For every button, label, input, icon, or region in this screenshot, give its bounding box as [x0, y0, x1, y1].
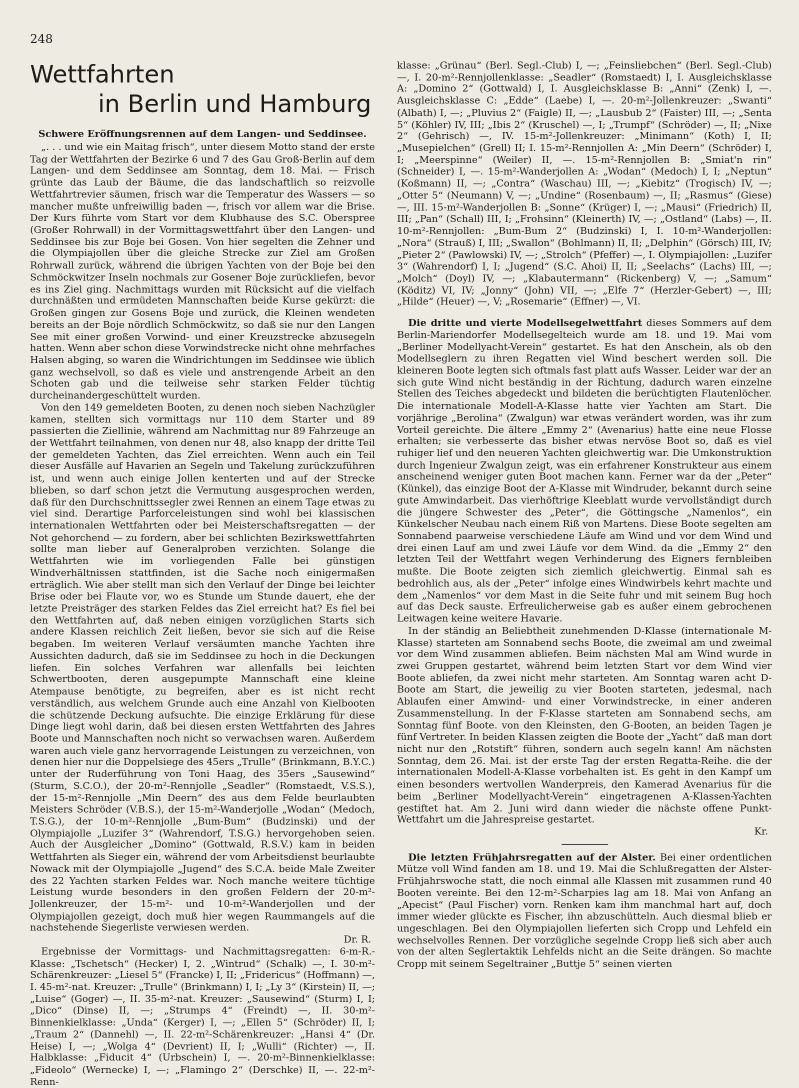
article-2-signature: Kr. [754, 826, 769, 838]
left-column [30, 60, 376, 1088]
headline-line-1: Wettfahrten [30, 60, 175, 89]
article-2-lead: Die dritte und vierte Modellsegelwettfahrt [408, 317, 643, 329]
headline [30, 60, 375, 120]
headline-line-2: in Berlin und Hamburg [97, 90, 372, 119]
section-divider [561, 844, 608, 845]
right-column [397, 60, 772, 1060]
article-1-results-continued: klasse: „Grünau“ (Berl. Segl.-Club) I, —; „Feinsliebchen“ (Berl. Segl.-Club) —, I. 20-m²-Rennjollenklasse: „Seadler“ (Romstaedt) I, I. Ausgleichsklasse A: „Domino 2“ (Gottwald) I, I. Ausgleichsklasse B: „Anni“ (Zenk) I, —. Ausgleichsklasse C: „Edde“ (Laebe) I, —. 20-m²-Jollenkreuzer: „Swanti“ (Albath) I, —; „Pluvius 2“ (Faigle) II, —; „Lausbub 2“ (Faister) III, —; „Senta 5“ (Köhler) IV, III; „Ibis 2“ (Kruschel) —, I; „Trumpf“ (Schröder) —, II; „Nixe 2“ (Gehrisch) —, IV. 15-m²-Jollenkreuzer: „Minimann“ (Koth) I, II; „Musepielchen“ (Grell) II; I. 15-m²-Rennjollen A: „Min Deern“ (Schröder) I, I; „Meerspinne“ (Weiler) II, —. 15-m²-Rennjollen B: „Smiat'n rin“ (Schneider) I, —. 15-m²-Wanderjollen A: „Wodan“ (Medoch) I, I; „Neptun“ (Koßmann) II, —; „Contra“ (Waschau) III, —; „Kiebitz“ (Trogisch) IV, —; „Otter 5“ (Neumann) V, —; „Undine“ (Rosenbaum) —, II; „Rasmus“ (Giese) —, III. 15-m²-Wanderjollen B: „Sonne“ (Krüger) I, —; „Mausi“ (Friedrich) II, III; „Pan“ (Schall) III, I; „Frohsinn“ (Kleinerth) IV, —; „Ostland“ (Labs) —, II. 10-m²-Rennjollen: „Bum-Bum 2“ (Budzinski) I, I. 10-m²-Wanderjollen: „Nora“ (Strauß) I, III; „Swallon“ (Bohlmann) II, II; „Delphin“ (Görsch) III, IV; „Pieter 2“ (Pawlowski) IV, —; „Strolch“ (Pfeffer) —, I. Olympiajollen: „Luzifer 3“ (Wahrendorf) I, I; „Jugend“ (S.C. Ahoi) II, II; „Seelachs“ (Lachs) III, —; „Molch“ (Doyl) IV, —; „Klabautermann“ (Rickenberg) V, —; „Samum“ (Köditz) VI, IV; „Jonny“ (John) VII, —; „Elfe 7“ (Herzler-Gebert) —, III; „Hilde“ (Heuer) —, V; „Rosemarie“ (Effner) —, VI. [397, 60, 772, 308]
article-2-paragraph-1 [397, 318, 772, 626]
article-1-subhead: Schwere Eröffnungsrennen auf dem Langen- und Seddinsee. [38, 128, 367, 140]
article-1-paragraph-1: „. . . und wie ein Maitag frisch“, unter diesem Motto stand der erste Tag der Wettfahrten der Bezirke 6 und 7 des Gau Groß-Berlin auf dem Langen- und dem Seddinsee am Sonntag, dem 18. Mai. — Frisch grünte das Laub der Bäume, die das landschaftlich so reizvolle Wettfahrtrevier säumen, frisch war die Temperatur des Wassers — so mancher mußte unfreiwillig baden —, frisch vor allem war die Brise. Der Kurs führte vom Start vor dem Klubhause des S.C. Oberspree (Großer Rohrwall) in der Vormittagswettfahrt über den Langen- und Seddinsee bis zur Boje bei Gosen. Von hier segelten die Zehner und die Olympiajollen über die gleiche Strecke zur Ziel am Großen Rohrwall zurück, während die übrigen Yachten von der Boje bei den Schmöckwitzer Inseln nochmals zur Gosener Boje zurückliefen, bevor es ins Ziel ging. Nachmittags wurden mit Rücksicht auf die vielfach durchnäßten und ermüdeten Mannschaften beide Kurse gekürzt: die Großen gingen zur Gosens Boje und zurück, die Kleinen wendeten bereits an der Boje nördlich Schmöckwitz, so daß sie nur den Langen See mit einer großen Vorwind- und einer Kreuzstrecke abzusegeln hatten. Wenn aber schon diese Vorwindstrecke nicht ohne mehrfaches Halsen abging, so waren die Windrichtungen im Seddinsee wie üblich ganz wechselvoll, so daß es viele und anstrengende Arbeit an den Schoten gab und die teilweise sehr starken Felder tüchtig durcheinandergeschüttelt wurden. [30, 141, 376, 402]
article-1-paragraph-2: Von den 149 gemeldeten Booten, zu denen noch sieben Nachzügler kamen, stellten sich vormittags nur 110 dem Starter und 89 passierten die Ziellinie, während am Nachmittag nur 89 Fahrzeuge an der Wettfahrt teilnahmen, von denen nur 48, also knapp der dritte Teil der gemeldeten Yachten, das Ziel erreichten. Wenn auch ein Teil dieser Ausfälle auf Havarien an Segeln und Takelung zurückzuführen ist, und wenn auch einige Jollen kenterten und auf der Strecke blieben, so darf schon jetzt die Vermutung ausgesprochen werden, daß für den Durchschnittssegler zwei Rennen an einem Tage etwas zu viel sind. Derartige Parforceleistungen sind wohl bei klassischen internationalen Wettfahrten oder bei Meisterschaftsregatten — der Not gehorchend — zu fordern, aber bei schlichten Bezirkswettfahrten sollte man lieber auf Generalproben verzichten. Solange die Wettfahrten wie im vorliegenden Falle bei günstigen Windverhältnissen stattfinden, ist die Sache noch einigermaßen erträglich. Wie aber stellt man sich den Verlauf der Dinge bei leichter Brise oder bei Flaute vor, wo es Stunde um Stunde dauert, ehe der letzte Preisträger des starken Feldes das Ziel erreicht hat? Es fiel bei den Wettfahrten auf, daß neben einigen vorzüglichen Starts sich andere Klassen reichlich Zeit ließen, bevor sie sich auf die Reise begaben. Im weiteren Verlauf versäumten manche Yachten ihre Aussichten dadurch, daß sie im Seddinsee zu hoch in die Deckungen liefen. Ein solches Verfahren war allenfalls bei leichten Schwertbooten, deren ausgepumpte Mannschaft eine kleine Atempause benötigte, zu begreifen, aber es ist nicht recht verständlich, aus welchem Grunde auch eine Anzahl von Kielbooten die schützende Deckung aufsuchte. Die einzige Erklärung für diese Dinge liegt wohl darin, daß bei diesen ersten Wettfahrten des Jahres Boote und Mannschaften noch nicht so verwachsen waren. Außerdem waren auch viele ganz hervorragende Leistungen zu verzeichnen, von denen hier nur die Doppelsiege des 45ers „Trulle“ (Brinkmann, B.Y.C.) unter der Ruderführung von Toni Haag, des 35ers „Sausewind“ (Sturm, S.C.O.), der 20-m²-Rennjolle „Seadler“ (Romstaedt, V.S.S.), der 15-m²-Rennjolle „Min Deern“ des aus dem Felde beurlaubten Meisters Schröder (V.B.S.), der 15-m²-Wanderjolle „Wodan“ (Medoch, T.S.G.), der 10-m²-Rennjolle „Bum-Bum“ (Budzinski) und der Olympiajolle „Luzifer 3“ (Wahrendorf, T.S.G.) hervorgehoben seien. Auch der Ausgleicher „Domino“ (Gottwald, R.S.V.) kam in beiden Wettfahrten als Sieger ein, während der vom Arbeitsdienst beurlaubte Nowack mit der Olympiajolle „Jugend“ des S.C.A. beide Male Zweiter des 22 Yachten starken Feldes war. Noch manche weitere tüchtige Leistung wurde besonders in den großen Feldern der 20-m²-Jollenkreuzer, der 15-m²- und 10-m²-Wanderjollen und der Olympiajollen gezeigt, doch muß hier wegen Raummangels auf die nachstehende Siegerliste verwiesen werden. [30, 402, 376, 934]
article-2-text-1: dieses Sommers auf dem Berlin-Mariendorfer Modellsegelteich wurde am 18. und 19. Mai vom „Berliner Modellyacht-Verein“ gestartet. Es hat den Anschein, als ob den Modellseglern zu ihren Regatten viel Wind beschert werden soll. Die kleineren Boote legten sich oftmals fast platt aufs Wasser. Leider war der an sich gute Wind nicht beständig in der Richtung, dadurch waren einzelne Stellen des Teiches abgedeckt und bildeten die berüchtigten Flautenlöcher. Die internationale Modell-A-Klasse hatte vier Yachten am Start. Die vorjährige „Berolina“ (Zwalgun) war etwas verändert worden, was ihr zum Vorteil gereichte. Die ältere „Emmy 2“ (Avenarius) hatte eine neue Flosse erhalten; sie verbesserte das bisher etwas nervöse Boot so, daß es viel ruhiger lief und den neueren Yachten gleichwertig war. Die Umkonstruktion durch Ingenieur Zwalgun zeigt, was ein erfahrener Konstrukteur aus einem anscheinend weniger guten Boot machen kann. Ferner war da der „Peter“ (Künkel), das einzige Boot der A-Klasse mit Windruder, bekannt durch seine gute Amwindarbeit. Das vierhöftrige Kleeblatt wurde vervollständigt durch die jüngere Schwester des „Peter“, die Göttingsche „Namenlos“, ein Künkelscher Neubau nach einem Riß von Martens. Diese Boote segelten am Sonnabend paarweise verschiedene Läufe am Wind und vor dem Wind und drei einen Lauf am und zwei Läufe vor dem Wind. da die „Emmy 2“ den letzten Teil der Wettfahrt wegen Verhinderung des Eigners fernbleiben mußte. Die Boote zeigten sich ziemlich gleichwertig. Einmal sah es bedrohlich aus, als der „Peter“ infolge eines Windwirbels kehrt machte und dem „Namenlos“ vor dem Mast in die Seite fuhr und mit seinem Bug hoch auf das Deck sauste. Erfreulicherweise gab es außer einem gebrochenen Leitwagen keine weitere Havarie. [397, 317, 772, 625]
article-3-paragraph-1 [397, 852, 772, 970]
article-1-results: Ergebnisse der Vormittags- und Nachmittagsregatten: 6-m-R.-Klasse: „Tschetsch“ (Hecker) I, 2. „Wintrud“ (Schalk) —, I. 30-m²-Schärenkreuzer: „Liesel 5“ (Francke) I, II; „Fridericus“ (Hoffmann) —, I. 45-m²-nat. Kreuzer: „Trulle“ (Brinkmann) I, I; „Ly 3“ (Kirstein) II, —; „Luise“ (Goger) —, II. 35-m²-nat. Kreuzer: „Sausewind“ (Sturm) I, I; „Dico“ (Dinse) II, —; „Strumps 4“ (Freindt) —, II. 30-m²-Binnenkielklasse: „Unda“ (Kerger) I, —; „Ellen 5“ (Schröder) II, I; „Traum 2“ (Dannehl) —, II. 22-m²-Schärenkreuzer: „Hansi 4“ (Dr. Heise) I, —; „Wolga 4“ (Devrient) II, I; „Wulli“ (Richter) —, II. Halbklasse: „Fiducit 4“ (Urbschein) I, —. 20-m²-Binnenkielklasse: „Fideolo“ (Wernecke) I, —; „Flamingo 2“ (Derschke) II, —. 22-m²-Renn- [30, 946, 376, 1088]
article-3-lead: Die letzten Frühjahrsregatten auf der Alster. [408, 852, 656, 864]
article-3-text-1: Bei einer ordentlichen Mütze voll Wind fanden am 18. und 19. Mai die Schlußregatten der Alster-Frühjahrswoche statt, die noch einmal alle Klassen mit zusammen rund 40 Booten vereinte. Bei den 12-m²-Scharpies lag am 18. Mai von Anfang an „Apecist“ (Paul Fischer) vorn. Renken kam ihm manchmal hart auf, doch immer wieder glückte es Fischer, ihn abzuschütteln. Auch diesmal blieb er ungeschlagen. Bei den Olympiajollen lieferten sich Cropp und Lehfeld ein wechselvolles Rennen. Der vorzügliche segelnde Cropp ließ sich aber auch von der alten Seglertaktik Lehfelds nicht an die Seite drängen. So machte Cropp mit seinem Segeltrainer „Buttje 5“ seinen vierten [397, 852, 772, 970]
page-number: 248 [30, 32, 53, 46]
article-2-paragraph-2: In der ständig an Beliebtheit zunehmenden D-Klasse (internationale M-Klasse) starteten am Sonnabend sechs Boote, die zweimal am und zweimal vor dem Wind zusammen abliefen. Beim nächsten Mal am Wind wurde in zwei Gruppen gestartet, während beim letzten Start vor dem Wind vier Boote abliefen, da zwei nicht mehr starteten. Am Sonntag waren acht D-Boote am Start, die jeweilig zu vier Booten starteten, jedesmal, nach Ablaufen einer Amwind- und einer Vorwindstrecke, in einer anderen Zusammenstellung. In der F-Klasse starteten am Sonnabend sechs, am Sonntag fünf Boote. von den Kleinsten, den G-Booten, an beiden Tagen je fünf Vertreter. In beiden Klassen zeigten die Boote der „Yacht“ daß man dort nicht nur den „Rotstift“ führen, sondern auch segeln kann! Am nächsten Sonntag, dem 26. Mai. ist der erste Tag der ersten Regatta-Reihe. die der internationalen Modell-A-Klasse vorbehalten ist. Es geht in den Kampf um einen besonders wertvollen Wanderpreis, den Kamerad Avenarius für die beim „Berliner Modellyacht-Verein“ eingetragenen A-Klassen-Yachten gestiftet hat. Am 2. Juni wird dann wieder die nächste offene Punkt-Wettfahrt um die Jahrespreise gestartet. [397, 625, 772, 826]
article-1-signature: Dr. R. [343, 934, 372, 946]
